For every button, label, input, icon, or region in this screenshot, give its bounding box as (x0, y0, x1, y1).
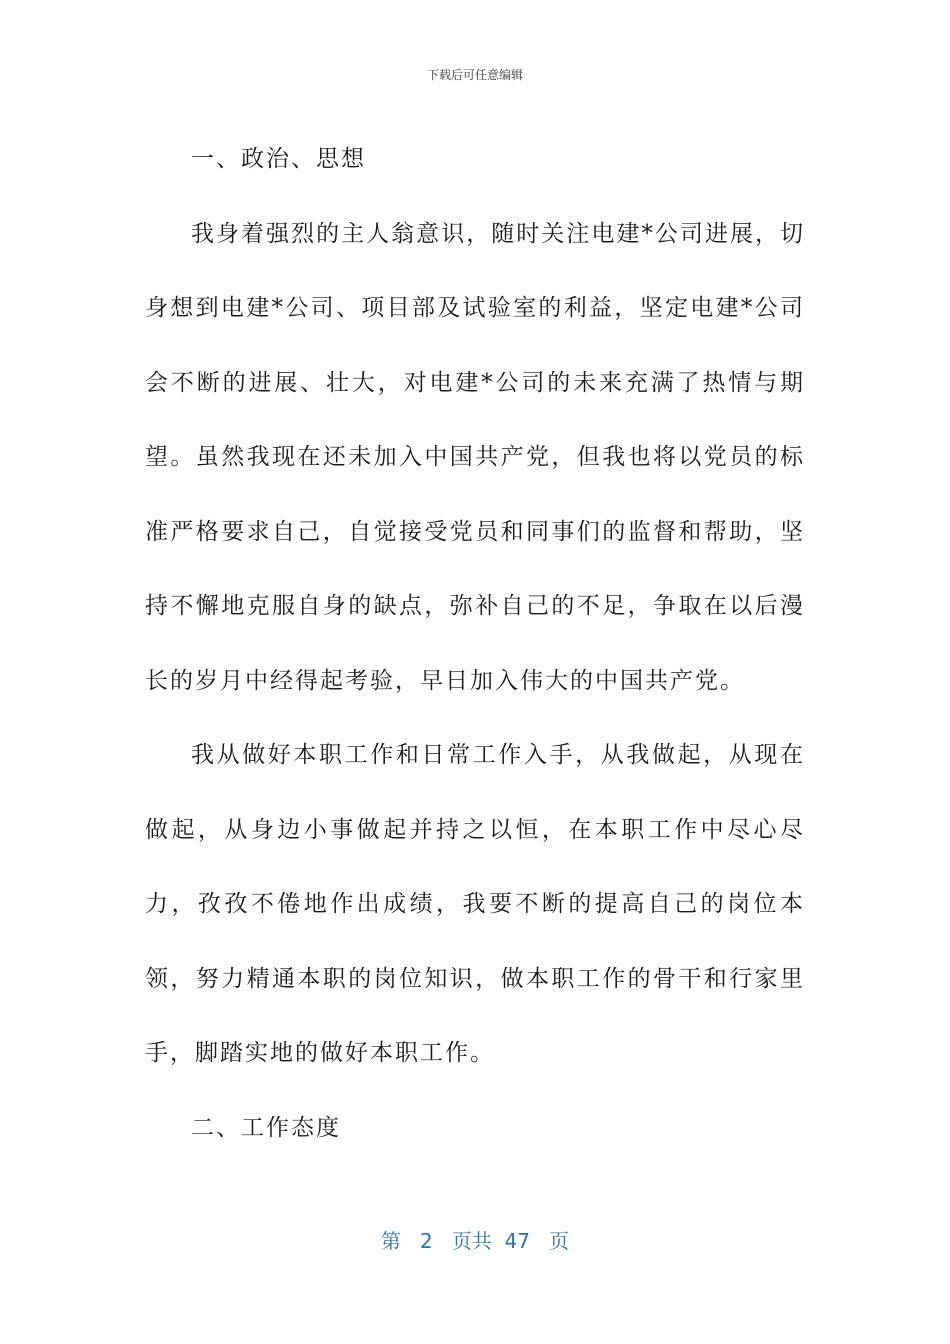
document-body (145, 122, 805, 1165)
section-heading-attitude: 二、工作态度 (191, 1114, 341, 1141)
page-label-prefix: 第 (380, 1229, 401, 1253)
page-number: 2 (420, 1229, 433, 1253)
total-pages: 47 (504, 1229, 530, 1253)
section-heading-politics: 一、政治、思想 (191, 146, 366, 172)
paragraph: 我身着强烈的主人翁意识，随时关注电建*公司进展，切身想到电建*公司、项目部及试验室的利益，坚定电建*公司会不断的进展、壮大，对电建*公司的未来充满了热情与期望。虽然我现在还未加入中国共产党，但我也将以党员的标准严格要求自己，自觉接受党员和同事们的监督和帮助，坚持不懈地克服自身的缺点，弥补自己的不足，争取在以后漫长的岁月中经得起考验，早日加入伟大的中国共产党。 (145, 220, 805, 694)
page-footer (0, 1225, 950, 1254)
page-label-suffix: 页 (549, 1229, 570, 1253)
paragraph: 我从做好本职工作和日常工作入手，从我做起，从现在做起，从身边小事做起并持之以恒，在本职工作中尽心尽力，孜孜不倦地作出成绩，我要不断的提高自己的岗位本领，努力精通本职的岗位知识，做本职工作的骨干和行家里手，脚踏实地的做好本职工作。 (145, 742, 805, 1066)
page-label-mid: 页共 (451, 1229, 492, 1253)
header-note: 下载后可任意编辑 (426, 68, 523, 82)
